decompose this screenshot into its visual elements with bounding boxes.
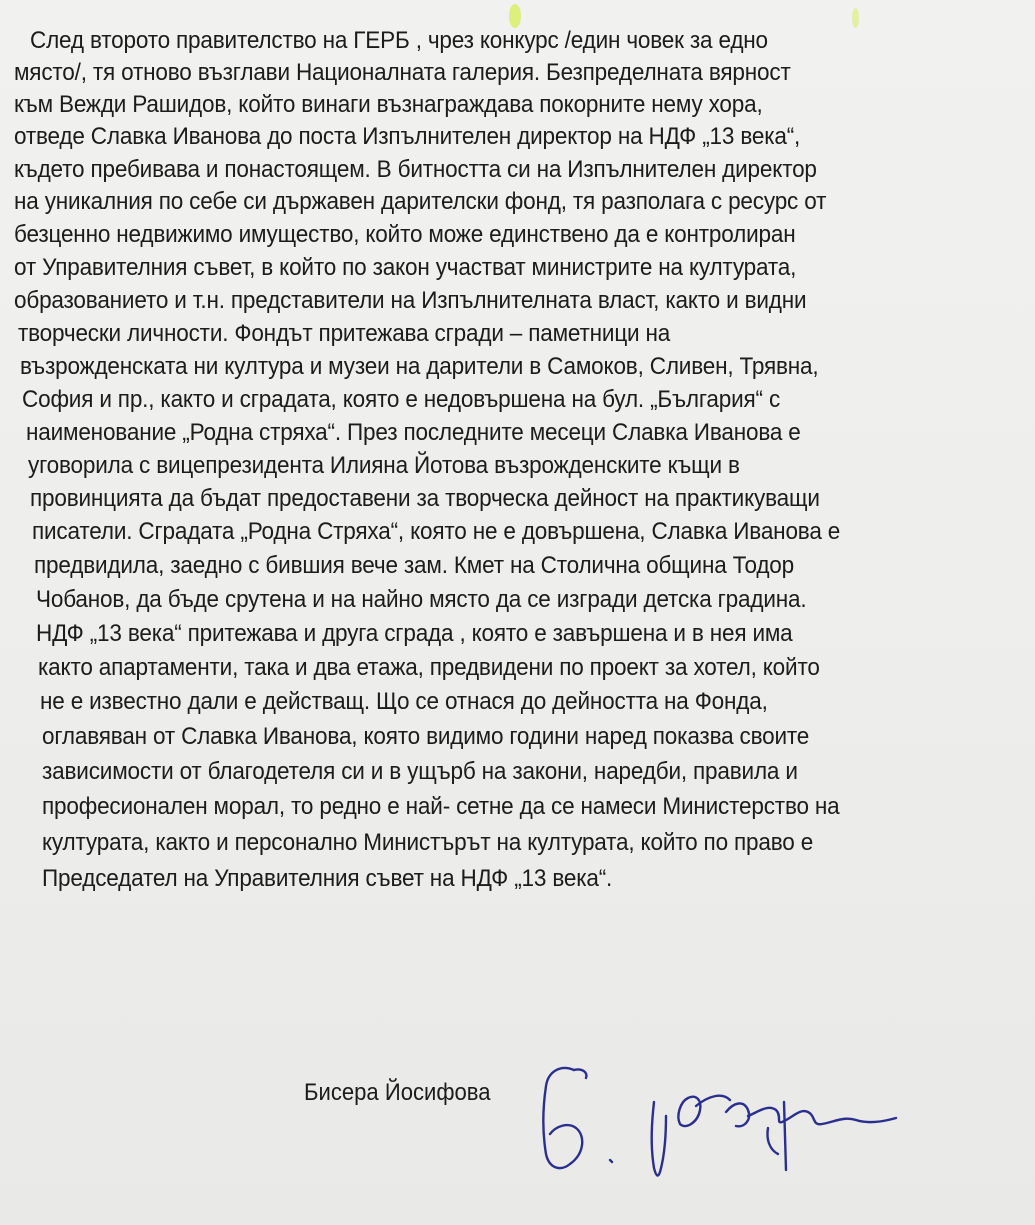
letter-line: възрожденската ни култура и музеи на дарители в Самоков, Сливен, Трявна, bbox=[20, 353, 819, 380]
letter-line: писатели. Сградата „Родна Стряха“, която не е довършена, Славка Иванова е bbox=[32, 518, 841, 545]
letter-line: не е известно дали е действащ. Що се отнася до дейността на Фонда, bbox=[40, 688, 768, 715]
letter-line: към Вежди Рашидов, който винаги възнаграждава покорните нему хора, bbox=[14, 91, 763, 118]
letter-line: оглавяван от Славка Иванова, която видимо години наред показва своите bbox=[42, 723, 810, 750]
handwritten-signature bbox=[530, 1058, 920, 1188]
highlighter-mark-faint bbox=[852, 8, 859, 28]
letter-line: професионален морал, то редно е най- сетне да се намеси Министерство на bbox=[42, 793, 840, 820]
letter-line: място/, тя отново възглави Националната галерия. Безпределната вярност bbox=[14, 59, 791, 86]
letter-line: Председател на Управителния съвет на НДФ „13 века“. bbox=[42, 865, 613, 892]
letter-line: София и пр., както и сградата, която е недовършена на бул. „България“ с bbox=[22, 386, 781, 413]
letter-line: предвидила, заедно с бившия вече зам. Кмет на Столична община Тодор bbox=[34, 552, 794, 579]
letter-line: наименование „Родна стряха“. През последните месеци Славка Иванова е bbox=[26, 419, 801, 446]
letter-line: уговорила с вицепрезидента Илияна Йотова възрожденските къщи в bbox=[28, 452, 740, 479]
letter-line: където пребивава и понастоящем. В битността си на Изпълнителен директор bbox=[14, 156, 817, 183]
letter-line: Чобанов, да бъде срутена и на найно място да се изгради детска градина. bbox=[36, 586, 807, 613]
letter-line: от Управителния съвет, в който по закон участват министрите на културата, bbox=[14, 254, 797, 281]
letter-line: отведе Славка Иванова до поста Изпълнителен директор на НДФ „13 века“, bbox=[14, 123, 801, 150]
letter-line: НДФ „13 века“ притежава и друга сграда , която е завършена и в нея има bbox=[36, 620, 793, 647]
letter-line: както апартаменти, така и два етажа, предвидени по проект за хотел, който bbox=[38, 654, 820, 681]
letter-line: културата, както и персонално Министърът на културата, който по право е bbox=[42, 829, 814, 856]
letter-line: образованието и т.н. представители на Изпълнителната власт, както и видни bbox=[14, 287, 807, 314]
letter-line: творчески личности. Фондът притежава сгради – паметници на bbox=[18, 320, 671, 347]
letter-line: безценно недвижимо имущество, който може единствено да е контролиран bbox=[14, 221, 796, 248]
signatory-name: Бисера Йосифова bbox=[304, 1079, 491, 1106]
letter-line: провинцията да бъдат предоставени за творческа дейност на практикуващи bbox=[30, 485, 820, 512]
letter-line: на уникалния по себе си държавен дарителски фонд, тя разполага с ресурс от bbox=[14, 188, 827, 215]
letter-line: зависимости от благодетеля си и в ущърб на закони, наредби, правила и bbox=[42, 758, 798, 785]
letter-line: След второто правителство на ГЕРБ , чрез конкурс /един човек за едно bbox=[30, 27, 768, 54]
highlighter-mark bbox=[509, 4, 521, 28]
